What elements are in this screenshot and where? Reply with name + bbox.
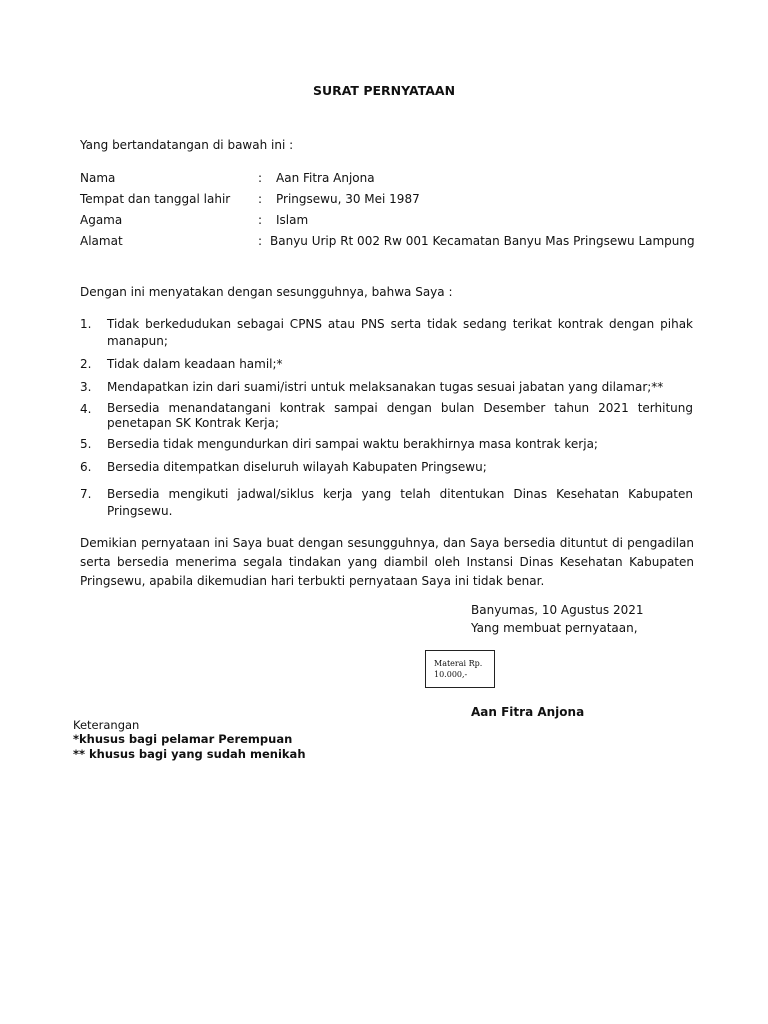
item-number: 1. (80, 317, 92, 331)
field-label: Tempat dan tanggal lahir (80, 192, 231, 206)
document-title: SURAT PERNYATAAN (312, 83, 456, 98)
stamp-amount: 10.000,- (434, 669, 468, 679)
field-value: Banyu Urip Rt 002 Rw 001 Kecamatan Banyu Mas Pringsewu Lampung (270, 234, 695, 248)
place-date: Banyumas, 10 Agustus 2021 (471, 603, 644, 617)
note-female: *khusus bagi pelamar Perempuan (73, 732, 293, 747)
item-text: Tidak dalam keadaan hamil;* (107, 357, 283, 371)
field-colon: : (258, 234, 263, 248)
item-text: Bersedia menandatangani kontrak sampai dengan bulan Desember tahun 2021 terhitung penetapan SK Kontrak Kerja; (107, 401, 693, 430)
statement-item (80, 356, 700, 373)
field-address (80, 233, 720, 251)
item-text: Tidak berkedudukan sebagai CPNS atau PNS serta tidak sedang terikat kontrak dengan pihak manapun; (107, 317, 693, 349)
statement-item (80, 459, 700, 476)
field-value: Islam (276, 213, 309, 227)
statement-item (80, 436, 700, 453)
note-married: ** khusus bagi yang sudah menikah (73, 746, 306, 761)
field-colon: : (258, 192, 263, 206)
statement-item (80, 486, 700, 521)
item-text: Bersedia ditempatkan diseluruh wilayah Kabupaten Pringsewu; (107, 460, 487, 474)
field-name (80, 170, 720, 188)
field-value: Aan Fitra Anjona (276, 171, 375, 185)
field-value: Pringsewu, 30 Mei 1987 (276, 192, 420, 206)
item-number: 7. (80, 487, 92, 501)
statement-intro: Dengan ini menyatakan dengan sesungguhnya, bahwa Saya : (80, 285, 453, 299)
item-number: 4. (80, 402, 92, 416)
opening-line: Yang bertandatangan di bawah ini : (80, 138, 294, 152)
item-text: Mendapatkan izin dari suami/istri untuk melaksanakan tugas sesuai jabatan yang dilamar;** (107, 380, 664, 394)
field-religion (80, 212, 720, 230)
field-label: Nama (80, 171, 116, 185)
statement-item (80, 379, 700, 396)
closing-paragraph: Demikian pernyataan ini Saya buat dengan sesungguhnya, dan Saya bersedia dituntut di pengadilan serta bersedia menerima segala tindakan yang diambil oleh Instansi Dinas Kesehatan Kabupaten Pringsewu, apabila dikemudian hari terbukti pernyataan Saya ini tidak benar. (80, 536, 694, 589)
notes-section (73, 718, 306, 761)
statement-item (80, 316, 700, 351)
field-birth (80, 191, 720, 209)
signer-name: Aan Fitra Anjona (471, 705, 585, 719)
item-number: 2. (80, 357, 92, 371)
statement-item (80, 401, 700, 431)
field-label: Agama (80, 213, 123, 227)
field-colon: : (258, 213, 263, 227)
item-text: Bersedia tidak mengundurkan diri sampai waktu berakhirnya masa kontrak kerja; (107, 437, 598, 451)
notes-heading: Keterangan (73, 718, 140, 732)
field-colon: : (258, 171, 263, 185)
item-number: 5. (80, 437, 92, 451)
item-number: 6. (80, 460, 92, 474)
stamp-box (425, 650, 495, 688)
item-text: Bersedia mengikuti jadwal/siklus kerja yang telah ditentukan Dinas Kesehatan Kabupaten Pringsewu. (107, 487, 693, 519)
stamp-text: Materai Rp. (434, 659, 483, 668)
item-number: 3. (80, 380, 92, 394)
field-label: Alamat (80, 234, 123, 248)
maker-label: Yang membuat pernyataan, (471, 621, 638, 635)
